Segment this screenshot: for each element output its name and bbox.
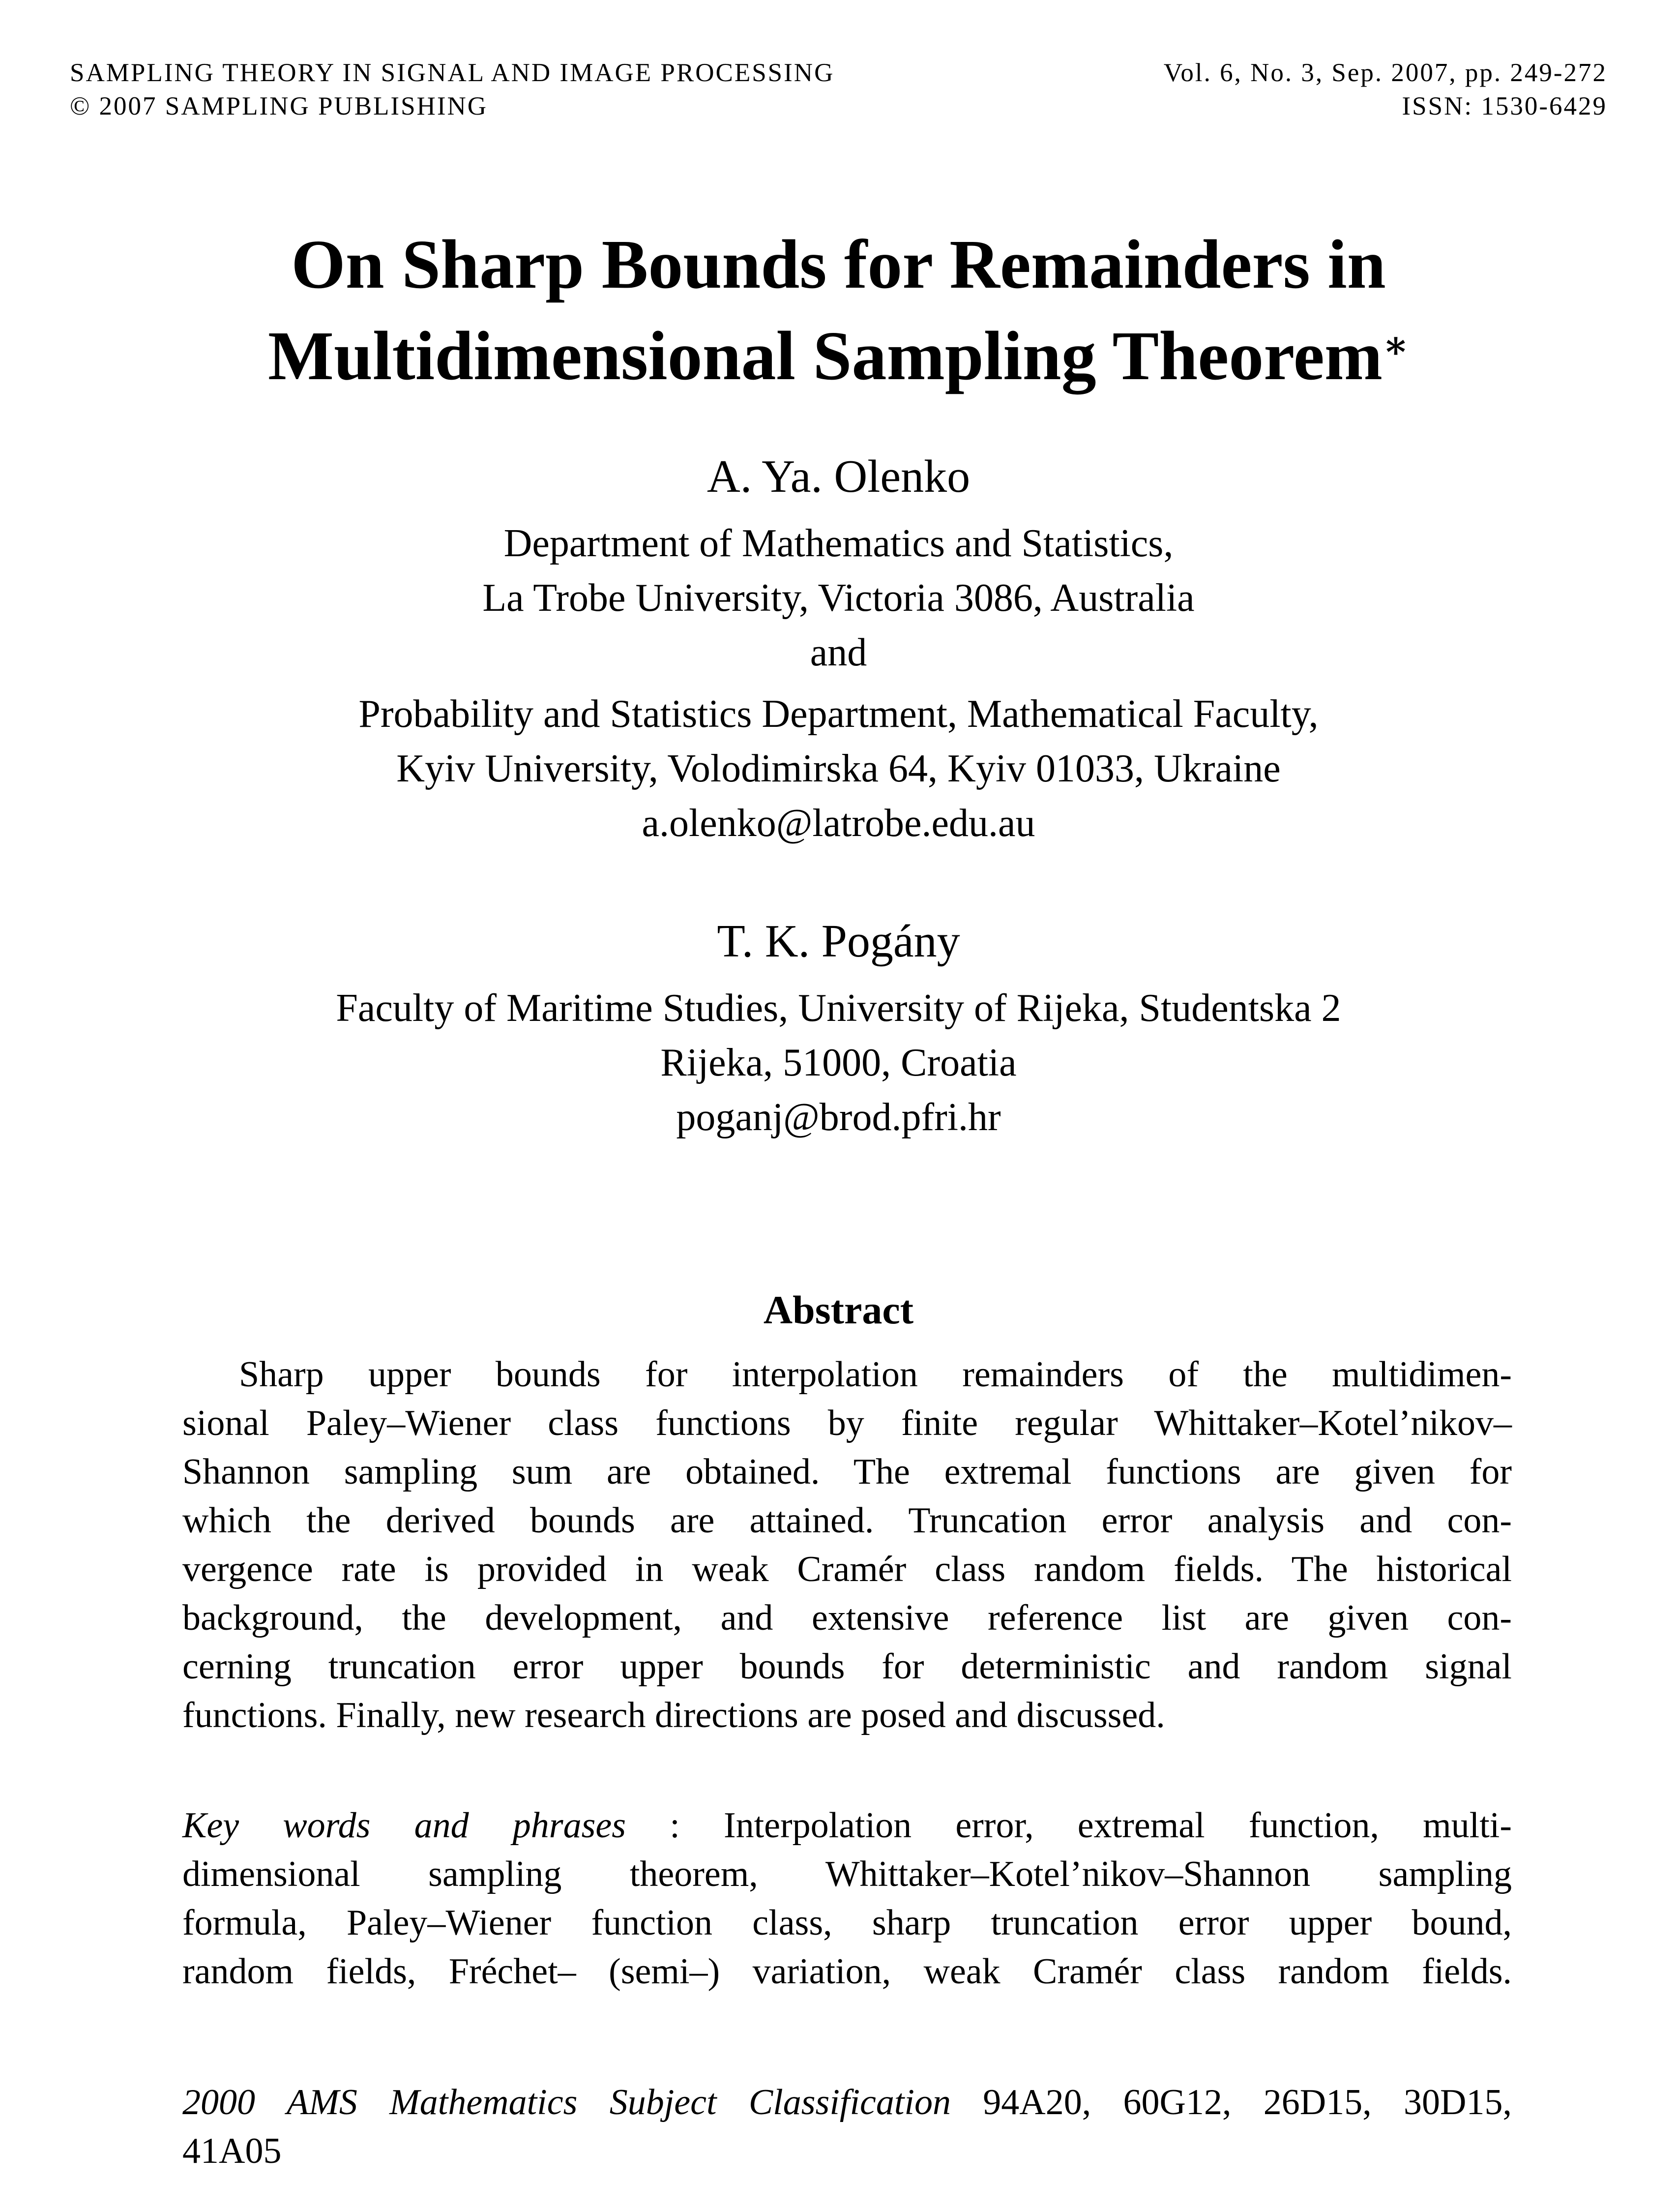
issn: ISSN: 1530-6429 (1402, 92, 1607, 120)
affiliation-line: Probability and Statistics Department, Mathematical Faculty, (358, 692, 1319, 736)
journal-header-row1 (70, 56, 1607, 90)
affiliation-line: La Trobe University, Victoria 3086, Australia (482, 576, 1195, 620)
keywords-line: dimensional sampling theorem, Whittaker–Kotel’nikov–Shannon sampling (182, 1854, 1512, 1894)
paper-title-line1: On Sharp Bounds for Remainders in (291, 225, 1386, 303)
keywords-line (182, 1801, 1512, 1850)
abstract-heading: Abstract (763, 1287, 914, 1332)
ams-classification-line1 (182, 2078, 1512, 2127)
author-block-1 (0, 448, 1677, 851)
volume-info: Vol. 6, No. 3, Sep. 2007, pp. 249-272 (1163, 59, 1607, 87)
authors-section (0, 448, 1677, 1145)
journal-header-row2 (70, 90, 1607, 123)
keywords-text: Interpolation error, extremal function, multi- (723, 1805, 1512, 1846)
abstract-line: which the derived bounds are attained. Truncation error analysis and con- (182, 1500, 1512, 1541)
abstract-line: sional Paley–Wiener class functions by finite regular Whittaker–Kotel’nikov– (182, 1403, 1512, 1443)
keywords-label: Key words and phrases (182, 1805, 626, 1846)
keywords-line: random fields, Fréchet– (semi–) variation, weak Cramér class random fields. (182, 1951, 1512, 1992)
abstract-line: vergence rate is provided in weak Cramér class random fields. The historical (182, 1549, 1512, 1589)
paper-title-line2-text: Multidimensional Sampling Theorem (267, 317, 1383, 394)
abstract-line: background, the development, and extensive reference list are given con- (182, 1598, 1512, 1638)
keywords-line: formula, Paley–Wiener function class, sharp truncation error upper bound, (182, 1903, 1512, 1943)
affiliation-connector: and (810, 631, 867, 674)
author-name: T. K. Pogány (717, 916, 960, 967)
abstract-line: cerning truncation error upper bounds for deterministic and random signal (182, 1646, 1512, 1687)
abstract-line: Sharp upper bounds for interpolation remainders of the multidimen- (239, 1354, 1512, 1395)
abstract-line: functions. Finally, new research directions are posed and discussed. (182, 1695, 1165, 1735)
author-block-2 (0, 912, 1677, 1145)
journal-name: SAMPLING THEORY IN SIGNAL AND IMAGE PROCESSING (70, 59, 835, 87)
ams-classification (182, 2078, 1512, 2176)
keywords-separator: : (626, 1805, 724, 1846)
title-footnote-marker: ∗ (1383, 324, 1410, 367)
affiliation-line: Rijeka, 51000, Croatia (660, 1041, 1017, 1084)
author-email: a.olenko@latrobe.edu.au (642, 802, 1035, 845)
author-email: poganj@brod.pfri.hr (676, 1096, 1001, 1139)
affiliation-line: Faculty of Maritime Studies, University of Rijeka, Studentska 2 (336, 986, 1341, 1030)
paper-title-line2 (0, 310, 1677, 401)
abstract-line: Shannon sampling sum are obtained. The extremal functions are given for (182, 1452, 1512, 1492)
ams-classification-codes: 94A20, 60G12, 26D15, 30D15, (950, 2082, 1512, 2122)
abstract-body (182, 1350, 1512, 1740)
author-name: A. Ya. Olenko (706, 451, 971, 502)
journal-header (70, 56, 1607, 123)
paper-title (0, 218, 1677, 401)
affiliation-line: Kyiv University, Volodimirska 64, Kyiv 01033, Ukraine (396, 747, 1281, 790)
keywords-paragraph (182, 1801, 1512, 1996)
ams-classification-line2: 41A05 (182, 2131, 282, 2171)
copyright-line: © 2007 SAMPLING PUBLISHING (70, 92, 488, 120)
affiliation-line: Department of Mathematics and Statistics, (503, 522, 1174, 565)
ams-classification-label: 2000 AMS Mathematics Subject Classification (182, 2082, 951, 2122)
